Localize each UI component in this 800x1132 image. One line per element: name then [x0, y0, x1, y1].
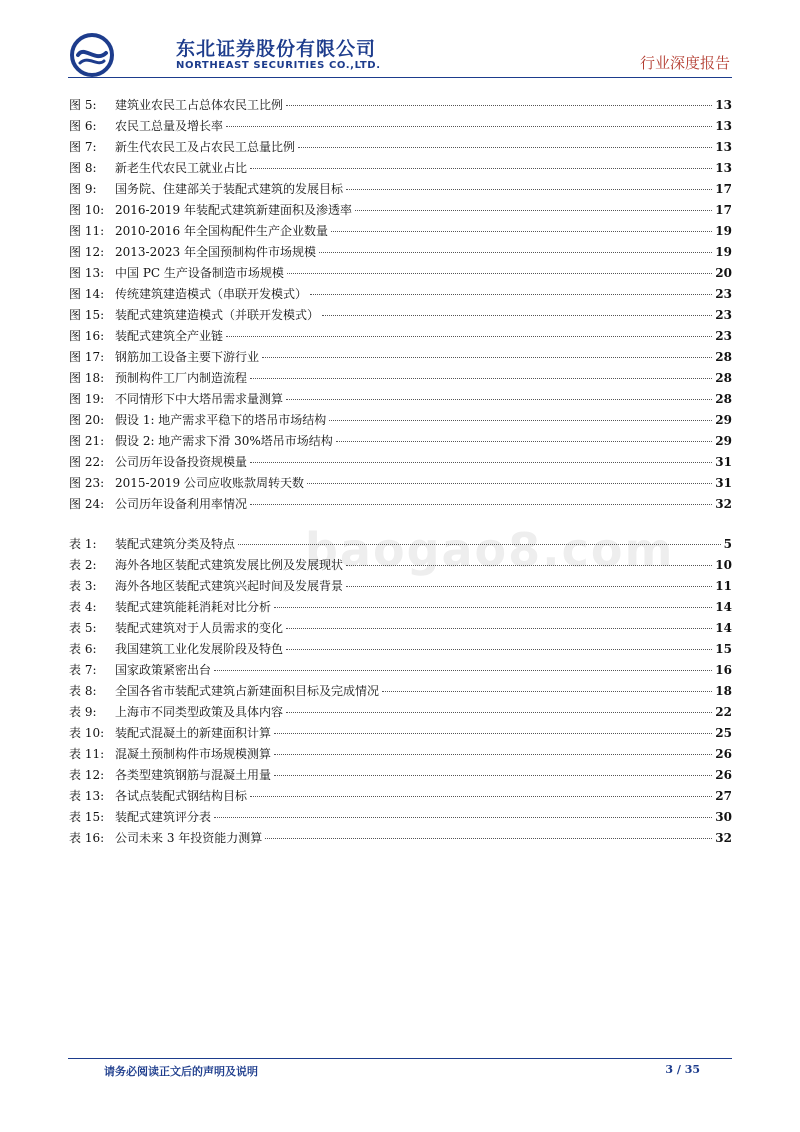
toc-entry-title: 2010-2016 年全国构配件生产企业数量	[115, 224, 328, 238]
toc-entry-label: 图 15:	[69, 308, 105, 322]
figure-entry[interactable]	[69, 263, 732, 284]
toc-entry-title: 海外各地区装配式建筑兴起时间及发展背景	[115, 579, 344, 593]
toc-entry-label: 表 11:	[69, 747, 105, 761]
figure-entry[interactable]	[69, 305, 732, 326]
toc-page-number: 15	[715, 642, 732, 656]
figure-entry[interactable]	[69, 347, 732, 368]
toc-page-number: 30	[715, 810, 732, 824]
toc-entry-title: 假设 1: 地产需求平稳下的塔吊市场结构	[115, 413, 327, 427]
toc-entry-label: 图 9:	[69, 182, 97, 196]
figure-entry[interactable]	[69, 368, 732, 389]
dot-leader	[250, 168, 712, 169]
toc-page-number: 20	[715, 266, 732, 280]
toc-entry-label: 表 9:	[69, 705, 97, 719]
toc-page-number: 29	[715, 413, 732, 427]
toc-entry-title: 混凝土预制构件市场规模测算	[115, 747, 272, 761]
toc-entry-title: 2015-2019 公司应收账款周转天数	[115, 476, 304, 490]
table-entry[interactable]	[69, 828, 732, 849]
toc-entry-title: 假设 2: 地产需求下滑 30%塔吊市场结构	[115, 434, 333, 448]
toc-entry-title: 我国建筑工业化发展阶段及特色	[115, 642, 284, 656]
toc-entry-label: 图 12:	[69, 245, 105, 259]
table-entry[interactable]	[69, 702, 732, 723]
toc-entry-label: 表 3:	[69, 579, 97, 593]
figure-entry[interactable]	[69, 389, 732, 410]
dot-leader	[274, 754, 712, 755]
dot-leader	[286, 628, 712, 629]
footer-divider	[68, 1058, 732, 1059]
figure-entry[interactable]	[69, 431, 732, 452]
toc-entry-label: 表 6:	[69, 642, 97, 656]
dot-leader	[250, 504, 712, 505]
toc-page-number: 11	[715, 579, 732, 593]
toc-page-number: 31	[715, 476, 732, 490]
toc-page-number: 17	[715, 203, 732, 217]
toc-entry-title: 各试点装配式钢结构目标	[115, 789, 248, 803]
table-entry[interactable]	[69, 639, 732, 660]
dot-leader	[226, 336, 712, 337]
dot-leader	[322, 315, 712, 316]
toc-entry-title: 新生代农民工及占农民工总量比例	[115, 140, 296, 154]
dot-leader	[298, 147, 712, 148]
toc-entry-title: 传统建筑建造模式（串联开发模式）	[115, 287, 308, 301]
dot-leader	[287, 273, 712, 274]
dot-leader	[286, 399, 712, 400]
toc-entry-label: 图 10:	[69, 203, 105, 217]
toc-entry-title: 各类型建筑钢筋与混凝土用量	[115, 768, 272, 782]
report-type-label: 行业深度报告	[639, 54, 730, 72]
toc-entry-label: 图 24:	[69, 497, 105, 511]
dot-leader	[307, 483, 712, 484]
toc-entry-title: 中国 PC 生产设备制造市场规模	[115, 266, 284, 280]
toc-entry-label: 图 19:	[69, 392, 105, 406]
toc-entry-label: 表 7:	[69, 663, 97, 677]
watermark: baogao8.com	[305, 523, 675, 577]
dot-leader	[214, 670, 712, 671]
toc-page-number: 32	[715, 497, 732, 511]
toc-entry-label: 表 15:	[69, 810, 105, 824]
toc-entry-label: 表 2:	[69, 558, 97, 572]
dot-leader	[310, 294, 712, 295]
table-entry[interactable]	[69, 597, 732, 618]
dot-leader	[274, 733, 712, 734]
toc-entry-label: 表 5:	[69, 621, 97, 635]
toc-entry-label: 图 13:	[69, 266, 105, 280]
dot-leader	[336, 441, 713, 442]
dot-leader	[250, 378, 712, 379]
toc-page-number: 28	[715, 350, 732, 364]
page-number: 3 / 35	[665, 1063, 700, 1076]
toc-page-number: 32	[715, 831, 732, 845]
toc-page-number: 25	[715, 726, 732, 740]
table-entry[interactable]	[69, 576, 732, 597]
toc-entry-title: 新老生代农民工就业占比	[115, 161, 248, 175]
dot-leader	[286, 649, 712, 650]
figure-entry[interactable]	[69, 284, 732, 305]
toc-page-number: 14	[715, 621, 732, 635]
toc-entry-title: 不同情形下中大塔吊需求量测算	[115, 392, 284, 406]
table-entry[interactable]	[69, 723, 732, 744]
company-name-en: NORTHEAST SECURITIES CO.,LTD.	[176, 60, 381, 71]
toc-entry-label: 表 8:	[69, 684, 97, 698]
toc-entry-title: 装配式建筑评分表	[115, 810, 212, 824]
toc-entry-title: 国家政策紧密出台	[115, 663, 212, 677]
figure-entry[interactable]	[69, 242, 732, 263]
figure-entry[interactable]	[69, 473, 732, 494]
dot-leader	[382, 691, 712, 692]
dot-leader	[331, 231, 712, 232]
toc-page-number: 13	[715, 119, 732, 133]
toc-page-number: 17	[715, 182, 732, 196]
table-entry[interactable]	[69, 534, 732, 555]
toc-entry-label: 图 22:	[69, 455, 105, 469]
table-entry[interactable]	[69, 555, 732, 576]
toc-page-number: 5	[723, 537, 732, 551]
table-entry[interactable]	[69, 807, 732, 828]
toc-entry-title: 装配式建筑分类及特点	[115, 537, 236, 551]
dot-leader	[226, 126, 712, 127]
toc-entry-label: 表 10:	[69, 726, 105, 740]
toc-page-number: 23	[715, 287, 732, 301]
figure-entry[interactable]	[69, 326, 732, 347]
dot-leader	[319, 252, 712, 253]
company-logo-icon	[70, 33, 114, 77]
toc-page-number: 19	[715, 245, 732, 259]
toc-entry-title: 钢筋加工设备主要下游行业	[115, 350, 260, 364]
dot-leader	[250, 796, 712, 797]
toc-entry-title: 公司历年设备利用率情况	[115, 497, 248, 511]
toc-entry-title: 上海市不同类型政策及具体内容	[115, 705, 284, 719]
toc-entry-title: 预制构件工厂内制造流程	[115, 371, 248, 385]
figure-entry[interactable]	[69, 137, 732, 158]
toc-page-number: 23	[715, 308, 732, 322]
toc-entry-title: 公司历年设备投资规模量	[115, 455, 248, 469]
toc-entry-label: 图 6:	[69, 119, 97, 133]
dot-leader	[214, 817, 712, 818]
toc-entry-label: 表 1:	[69, 537, 97, 551]
table-entry[interactable]	[69, 618, 732, 639]
company-name-cn: 东北证券股份有限公司	[176, 38, 377, 60]
toc-entry-title: 公司未来 3 年投资能力测算	[115, 831, 263, 845]
toc-entry-title: 装配式建筑建造模式（并联开发模式）	[115, 308, 320, 322]
toc-entry-label: 图 8:	[69, 161, 97, 175]
figure-entry[interactable]	[69, 494, 732, 515]
toc-page-number: 19	[715, 224, 732, 238]
table-entry[interactable]	[69, 786, 732, 807]
toc-entry-label: 图 11:	[69, 224, 105, 238]
toc-entry-label: 表 4:	[69, 600, 97, 614]
toc-entry-title: 农民工总量及增长率	[115, 119, 224, 133]
figure-entry[interactable]	[69, 158, 732, 179]
toc-page-number: 13	[715, 140, 732, 154]
dot-leader	[346, 565, 712, 566]
dot-leader	[274, 775, 712, 776]
toc-entry-title: 建筑业农民工占总体农民工比例	[115, 98, 284, 112]
toc-entry-title: 全国各省市装配式建筑占新建面积目标及完成情况	[115, 684, 380, 698]
figure-entry[interactable]	[69, 452, 732, 473]
toc-page-number: 31	[715, 455, 732, 469]
toc-entry-label: 表 16:	[69, 831, 105, 845]
toc-entry-label: 图 5:	[69, 98, 97, 112]
dot-leader	[355, 210, 712, 211]
toc-page-number: 26	[715, 768, 732, 782]
figure-entry[interactable]	[69, 95, 732, 116]
toc-entry-title: 装配式建筑能耗消耗对比分析	[115, 600, 272, 614]
toc-page-number: 22	[715, 705, 732, 719]
toc-entry-title: 国务院、住建部关于装配式建筑的发展目标	[115, 182, 344, 196]
toc-entry-label: 图 20:	[69, 413, 105, 427]
toc-entry-label: 图 18:	[69, 371, 105, 385]
toc-page-number: 18	[715, 684, 732, 698]
figure-index	[69, 95, 732, 515]
toc-entry-label: 表 12:	[69, 768, 105, 782]
dot-leader	[274, 607, 712, 608]
toc-entry-label: 图 14:	[69, 287, 105, 301]
dot-leader	[346, 586, 712, 587]
disclaimer-note: 请务必阅读正文后的声明及说明	[104, 1065, 258, 1078]
toc-entry-label: 图 23:	[69, 476, 105, 490]
table-entry[interactable]	[69, 744, 732, 765]
dot-leader	[265, 838, 712, 839]
toc-entry-title: 装配式建筑对于人员需求的变化	[115, 621, 284, 635]
figure-entry[interactable]	[69, 410, 732, 431]
toc-entry-label: 图 7:	[69, 140, 97, 154]
dot-leader	[329, 420, 712, 421]
table-entry[interactable]	[69, 765, 732, 786]
table-entry[interactable]	[69, 660, 732, 681]
figure-entry[interactable]	[69, 116, 732, 137]
toc-entry-label: 图 17:	[69, 350, 105, 364]
dot-leader	[346, 189, 712, 190]
toc-page-number: 10	[715, 558, 732, 572]
toc-entry-title: 2013-2023 年全国预制构件市场规模	[115, 245, 316, 259]
header-divider	[68, 77, 732, 78]
toc-page-number: 16	[715, 663, 732, 677]
toc-page-number: 27	[715, 789, 732, 803]
table-entry[interactable]	[69, 681, 732, 702]
toc-entry-title: 装配式建筑全产业链	[115, 329, 224, 343]
toc-page-number: 28	[715, 371, 732, 385]
toc-entry-title: 装配式混凝土的新建面积计算	[115, 726, 272, 740]
page-header	[68, 0, 732, 78]
toc-entry-label: 表 13:	[69, 789, 105, 803]
toc-page-number: 13	[715, 161, 732, 175]
toc-entry-title: 2016-2019 年装配式建筑新建面积及渗透率	[115, 203, 352, 217]
toc-page-number: 26	[715, 747, 732, 761]
dot-leader	[262, 357, 712, 358]
dot-leader	[286, 105, 712, 106]
figure-list	[69, 95, 732, 515]
toc-entry-label: 图 21:	[69, 434, 105, 448]
toc-entry-label: 图 16:	[69, 329, 105, 343]
dot-leader	[250, 462, 712, 463]
table-list	[69, 534, 732, 849]
toc-page-number: 29	[715, 434, 732, 448]
dot-leader	[238, 544, 721, 545]
figure-entry[interactable]	[69, 179, 732, 200]
toc-page-number: 13	[715, 98, 732, 112]
figure-entry[interactable]	[69, 221, 732, 242]
toc-page-number: 23	[715, 329, 732, 343]
toc-entry-title: 海外各地区装配式建筑发展比例及发展现状	[115, 558, 344, 572]
table-index	[69, 534, 732, 849]
dot-leader	[286, 712, 712, 713]
toc-page-number: 28	[715, 392, 732, 406]
toc-page-number: 14	[715, 600, 732, 614]
figure-entry[interactable]	[69, 200, 732, 221]
